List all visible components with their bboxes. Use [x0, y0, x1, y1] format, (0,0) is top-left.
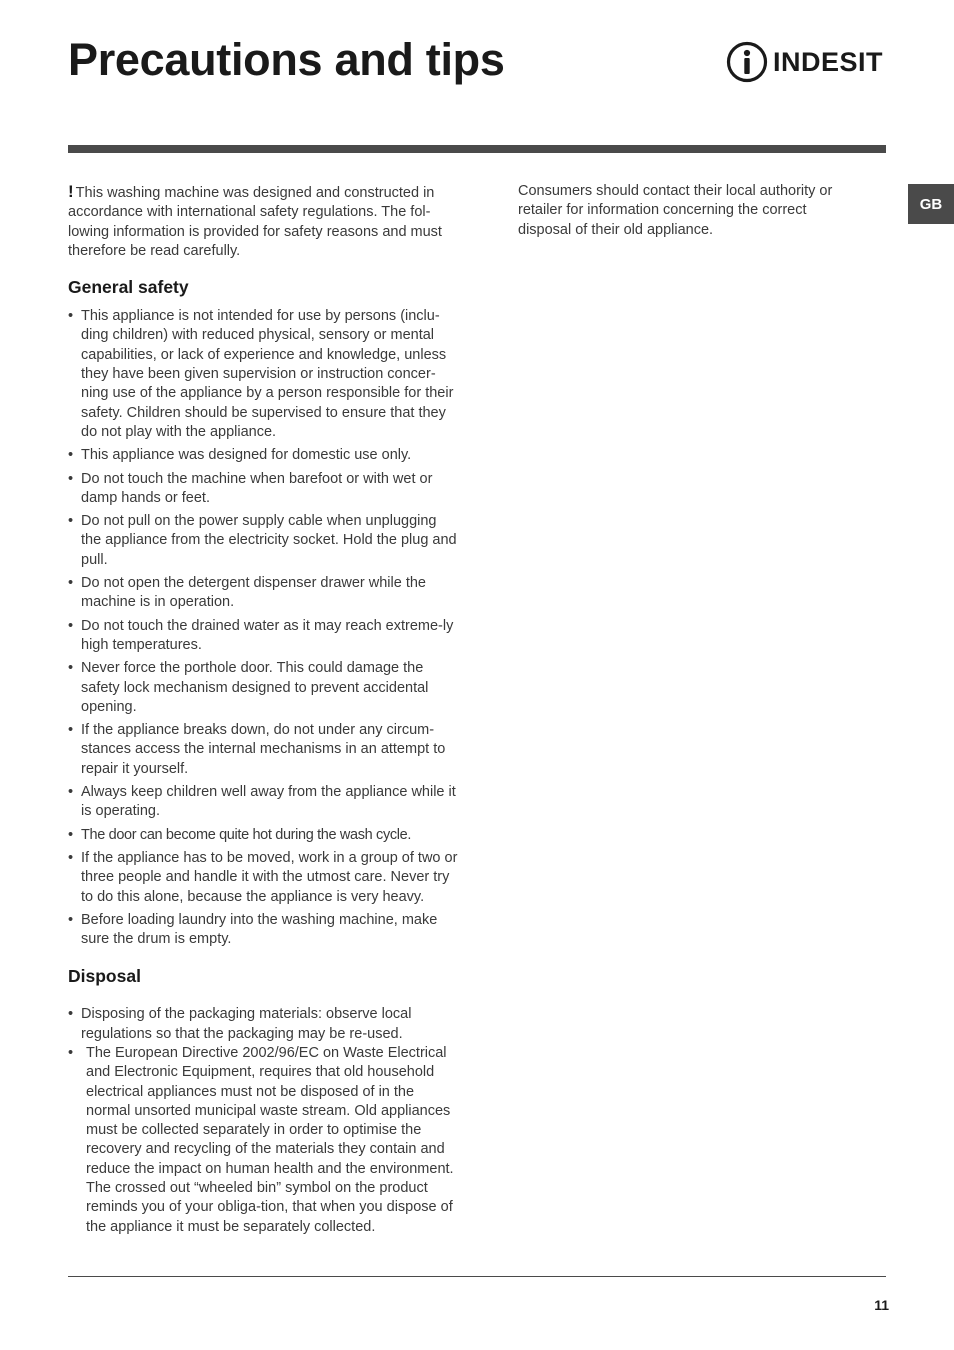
general-safety-heading: General safety: [68, 277, 189, 298]
brand-logo: [726, 40, 888, 84]
disposal-list: [68, 1005, 460, 1237]
disposal-heading: Disposal: [68, 966, 141, 987]
right-column: [518, 182, 848, 240]
list-item: • Do not open the detergent dispenser drawer while the machine is in operation.: [68, 574, 460, 613]
list-item: • If the appliance breaks down, do not under any circum-stances access the internal mechanisms in an attempt to repair it yourself.: [68, 721, 460, 779]
page-title: Precautions and tips: [68, 34, 505, 85]
left-column: [68, 182, 460, 1237]
warning-mark: !: [68, 182, 74, 201]
list-item: • Always keep children well away from the appliance while it is operating.: [68, 783, 460, 822]
list-item: • This appliance was designed for domestic use only.: [68, 446, 460, 465]
brand-name: INDESIT: [773, 46, 884, 77]
page-number: 11: [874, 1297, 889, 1313]
list-item: • Do not touch the machine when barefoot or with wet or damp hands or feet.: [68, 470, 460, 509]
footer-divider: [68, 1276, 886, 1277]
general-safety-list: [68, 307, 460, 949]
list-item: • Before loading laundry into the washing machine, make sure the drum is empty.: [68, 911, 460, 950]
list-item: • Do not touch the drained water as it may reach extreme-ly high temperatures.: [68, 617, 460, 656]
list-item: • Never force the porthole door. This could damage the safety lock mechanism designed to prevent accidental opening.: [68, 659, 460, 717]
language-tab: GB: [908, 184, 954, 224]
list-item: • Disposing of the packaging materials: observe local regulations so that the packaging may be re-used.: [68, 1005, 460, 1044]
intro-paragraph: [68, 182, 460, 261]
list-item: • The door can become quite hot during the wash cycle.: [68, 826, 460, 845]
disposal-continued-paragraph: Consumers should contact their local authority or retailer for information concerning the correct disposal of their old appliance.: [518, 183, 833, 238]
indesit-i-logo-icon: [726, 41, 768, 83]
list-item: • The European Directive 2002/96/EC on Waste Electrical and Electronic Equipment, requires that old household electrical appliances must not be disposed of in the normal unsorted municipal waste stream. Old appliances must be collected separately in order to optimise the recovery and recycling of the materials they contain and reduce the impact on human health and the environment. The crossed out “wheeled bin” symbol on the product reminds you of your obliga-tion, that when you dispose of the appliance it must be separately collected.: [68, 1044, 460, 1237]
list-item: • Do not pull on the power supply cable when unplugging the appliance from the electricity socket. Hold the plug and pull.: [68, 512, 460, 570]
list-item: • If the appliance has to be moved, work in a group of two or three people and handle it with the utmost care. Never try to do this alone, because the appliance is very heavy.: [68, 849, 460, 907]
header-divider: [68, 145, 886, 153]
intro-text: This washing machine was designed and constructed in accordance with international safety regulations. The fol-lowing information is provided for safety reasons and must therefore be read carefully.: [68, 185, 442, 259]
list-item: • This appliance is not intended for use by persons (inclu-ding children) with reduced physical, sensory or mental capabilities, or lack of experience and knowledge, unless they have been given supervision or instruction concer-ning use of the appliance by a person responsible for their safety. Children should be supervised to ensure that they do not play with the appliance.: [68, 307, 460, 442]
